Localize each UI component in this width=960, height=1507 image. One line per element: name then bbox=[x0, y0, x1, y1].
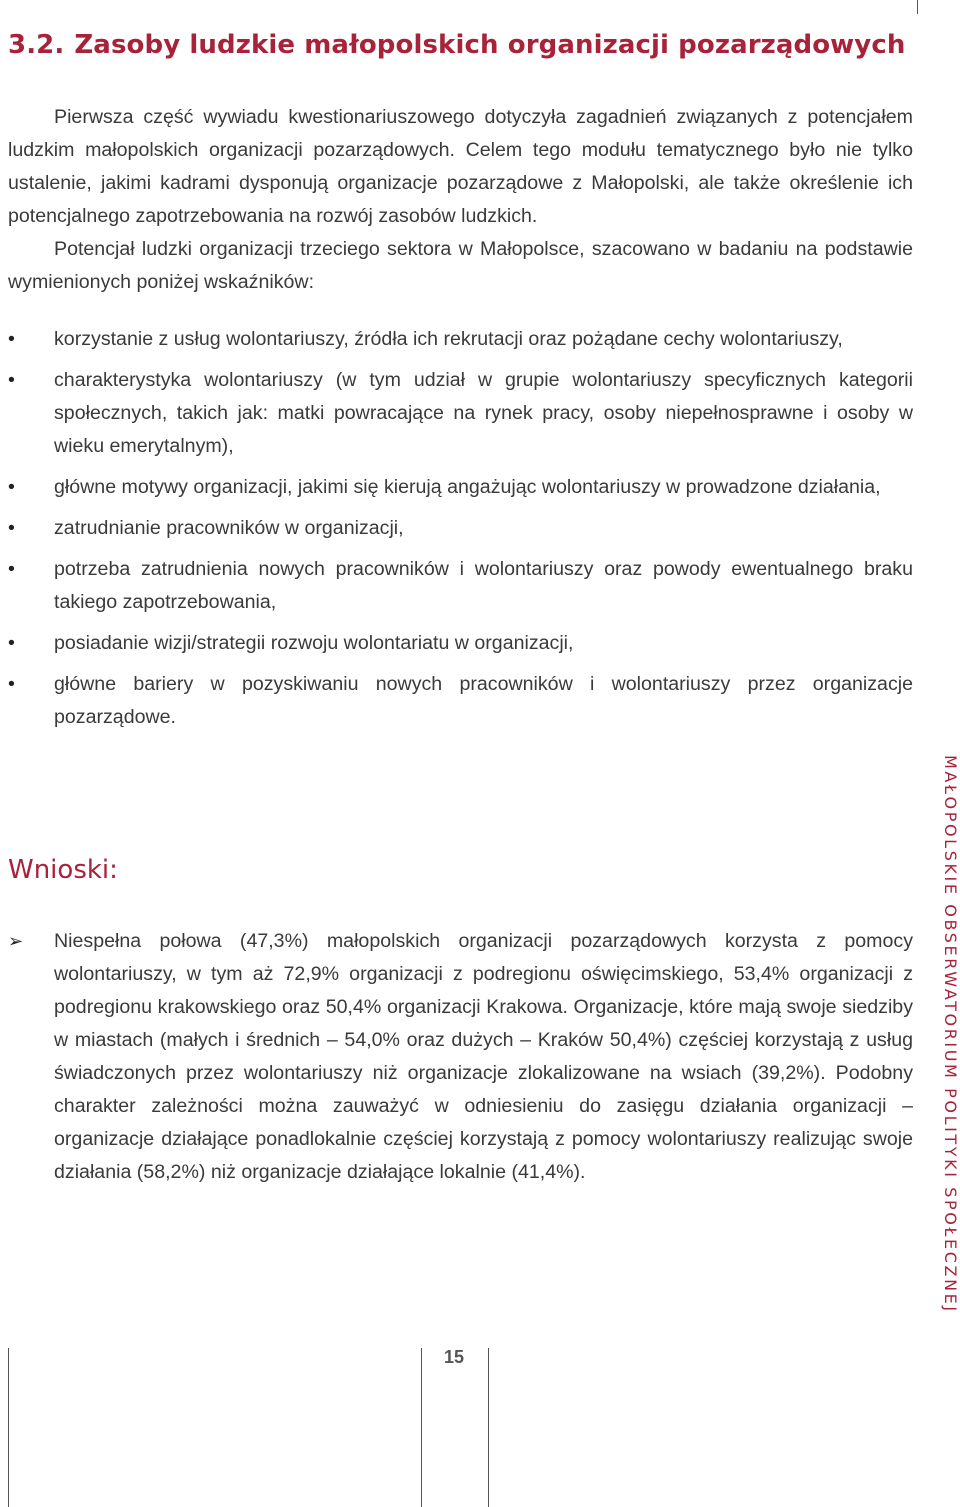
list-item bbox=[8, 471, 913, 504]
list-item-text: główne bariery w pozyskiwaniu nowych pracowników i wolontariuszy przez organizacje pozarządowe. bbox=[54, 673, 913, 728]
bullet-icon: • bbox=[8, 369, 15, 391]
bullet-icon: • bbox=[8, 632, 15, 654]
list-item-text: charakterystyka wolontariuszy (w tym udział w grupie wolontariuszy specyficznych kategorii społecznych, takich jak: matki powracające na rynek pracy, osoby niepełnosprawne i osoby w wieku emerytalnym), bbox=[54, 369, 913, 457]
list-item bbox=[8, 668, 913, 734]
list-item bbox=[8, 512, 913, 545]
list-item-text: zatrudnianie pracowników w organizacji, bbox=[54, 517, 404, 539]
list-item bbox=[8, 627, 913, 660]
bullet-icon: • bbox=[8, 517, 15, 539]
page-number: 15 bbox=[443, 1347, 465, 1367]
indicator-list bbox=[8, 323, 913, 742]
list-item-text: posiadanie wizji/strategii rozwoju wolontariatu w organizacji, bbox=[54, 632, 574, 654]
intro-paragraph-1: Pierwsza część wywiadu kwestionariuszowego dotyczyła zagadnień związanych z potencjałem ludzkim małopolskich organizacji pozarządowych. Celem tego modułu tematycznego było nie tylko ustalenie, jakimi kadrami dysponują organizacje pozarządowe z Małopolski, ale także określenie ich potencjalnego zapotrzebowania na rozwój zasobów ludzkich. bbox=[8, 106, 913, 227]
list-item-text: główne motywy organizacji, jakimi się kierują angażując wolontariuszy w prowadzone działania, bbox=[54, 476, 881, 498]
intro-text bbox=[8, 101, 913, 299]
section-heading bbox=[8, 30, 905, 60]
list-item bbox=[8, 553, 913, 619]
side-label: MAŁOPOLSKIE OBSERWATORIUM POLITYKI SPOŁECZNEJ bbox=[941, 755, 960, 1314]
section-title: Zasoby ludzkie małopolskich organizacji pozarządowych bbox=[74, 30, 906, 60]
section-number: 3.2. bbox=[8, 30, 65, 60]
conclusion-text: Niespełna połowa (47,3%) małopolskich organizacji pozarządowych korzysta z pomocy wolontariuszy, w tym aż 72,9% organizacji z podregionu oświęcimskiego, 53,4% organizacji z podregionu krakowskiego oraz 50,4% organizacji Krakowa. Organizacje, które mają swoje siedziby w miastach (małych i średnich – 54,0% oraz dużych – Kraków 50,4%) częściej korzystają z usług świadczonych przez wolontariuszy niż organizacje zlokalizowane na wsiach (39,2%). Podobny charakter zależności można zauważyć w odniesieniu do zasięgu działania organizacji – organizacje działające ponadlokalnie częściej korzystają z pomocy wolontariuszy realizując swoje działania (58,2%) niż organizacje działające lokalnie (41,4%). bbox=[54, 930, 913, 1183]
top-rule bbox=[917, 0, 918, 14]
list-item bbox=[8, 323, 913, 356]
intro-paragraph-2: Potencjał ludzki organizacji trzeciego sektora w Małopolsce, szacowano w badaniu na podstawie wymienionych poniżej wskaźników: bbox=[8, 238, 913, 293]
bullet-icon: • bbox=[8, 673, 15, 695]
arrow-right-icon: ➢ bbox=[8, 931, 24, 951]
bullet-icon: • bbox=[8, 558, 15, 580]
footer-line-left bbox=[8, 1348, 9, 1507]
footer-line-right bbox=[488, 1348, 489, 1507]
conclusion-item bbox=[8, 925, 913, 1189]
list-item-text: potrzeba zatrudnienia nowych pracowników i wolontariuszy oraz powody ewentualnego braku takiego zapotrzebowania, bbox=[54, 558, 913, 613]
list-item-text: korzystanie z usług wolontariuszy, źródła ich rekrutacji oraz pożądane cechy wolontariuszy, bbox=[54, 328, 843, 350]
footer-line-middle bbox=[421, 1348, 422, 1507]
list-item bbox=[8, 364, 913, 463]
conclusions-heading: Wnioski: bbox=[8, 855, 118, 885]
bullet-icon: • bbox=[8, 476, 15, 498]
bullet-icon: • bbox=[8, 328, 15, 350]
